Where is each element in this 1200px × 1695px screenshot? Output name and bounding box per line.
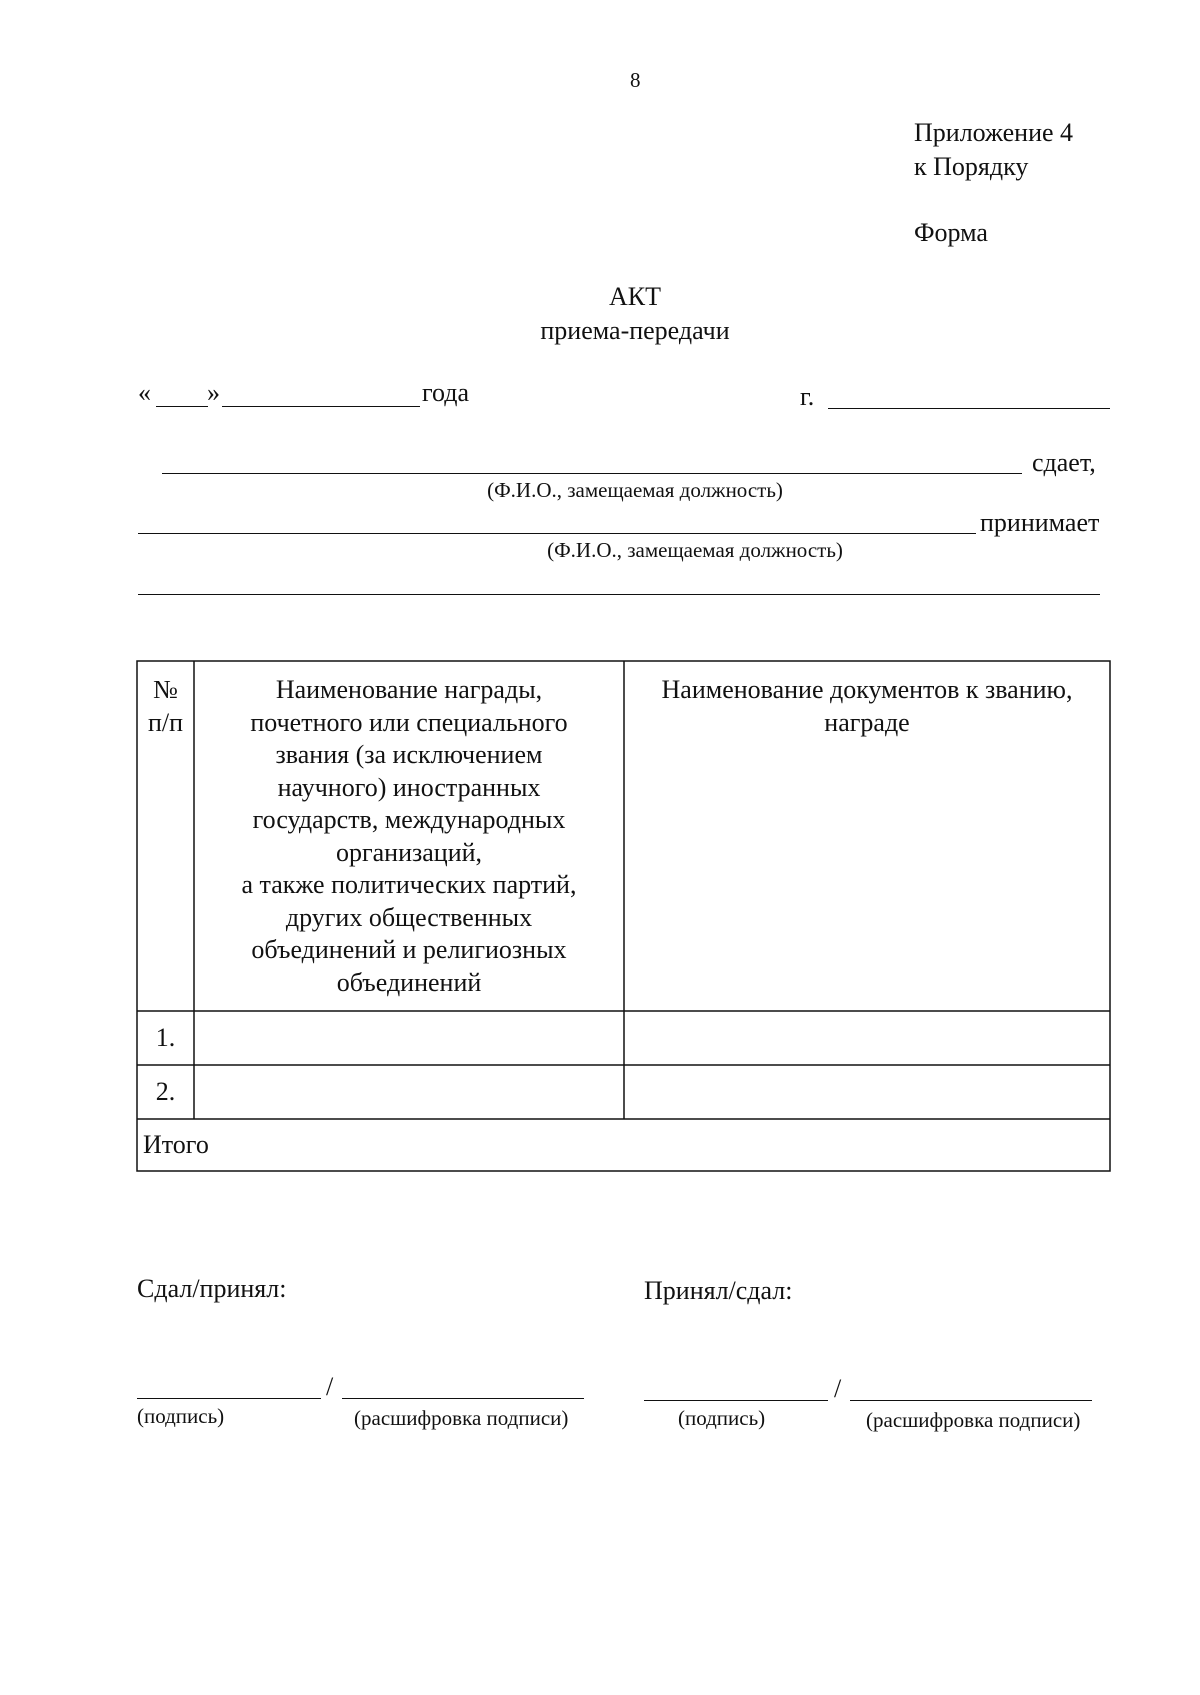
- total-label: Итого: [143, 1130, 209, 1159]
- city-prefix: г.: [800, 382, 815, 411]
- receiver-blank-line: [138, 533, 976, 534]
- left-decode-line: [342, 1398, 584, 1399]
- page-number: 8: [630, 68, 641, 92]
- left-signature-line: [137, 1398, 321, 1399]
- date-quote-open: «: [138, 378, 151, 407]
- date-quote-close: »: [207, 378, 220, 407]
- receiver-caption: (Ф.И.О., замещаемая должность): [547, 538, 843, 562]
- month-blank-line: [222, 406, 420, 407]
- header-documents: Наименование документов к званию, награде: [661, 675, 1073, 737]
- giver-blank-line: [162, 473, 1022, 474]
- row-2-num: 2.: [155, 1077, 176, 1106]
- left-sign-heading: Сдал/принял:: [137, 1274, 287, 1303]
- left-slash: /: [326, 1372, 334, 1401]
- left-signature-caption: (подпись): [137, 1404, 225, 1428]
- right-decode-line: [850, 1400, 1092, 1401]
- header-num: № п/п: [147, 675, 184, 737]
- appendix-line-2: к Порядку: [914, 152, 1029, 181]
- appendix-line-1: Приложение 4: [914, 118, 1074, 147]
- right-signature-caption: (подпись): [678, 1406, 766, 1430]
- year-word: года: [422, 378, 470, 407]
- giver-caption: (Ф.И.О., замещаемая должность): [487, 478, 783, 502]
- right-sign-heading: Принял/сдал:: [644, 1276, 793, 1305]
- right-slash: /: [834, 1374, 842, 1403]
- receives-label: принимает: [980, 508, 1100, 537]
- right-signature-line: [644, 1400, 828, 1401]
- right-decode-caption: (расшифровка подписи): [866, 1408, 1081, 1432]
- extra-blank-line: [138, 594, 1100, 595]
- gives-label: сдает,: [1032, 448, 1096, 477]
- left-decode-caption: (расшифровка подписи): [354, 1406, 569, 1430]
- header-award: Наименование награды, почетного или специального звания (за исключением научного) иностранных государств, международных организаций, а также политических партий, других общественных объединений и религиозных объединений: [241, 675, 577, 997]
- act-subtitle: приема-передачи: [540, 316, 730, 345]
- row-1-num: 1.: [155, 1023, 176, 1052]
- form-label: Форма: [914, 218, 988, 247]
- day-blank-line: [156, 406, 208, 407]
- act-title: АКТ: [609, 282, 661, 311]
- city-blank-line: [828, 408, 1110, 409]
